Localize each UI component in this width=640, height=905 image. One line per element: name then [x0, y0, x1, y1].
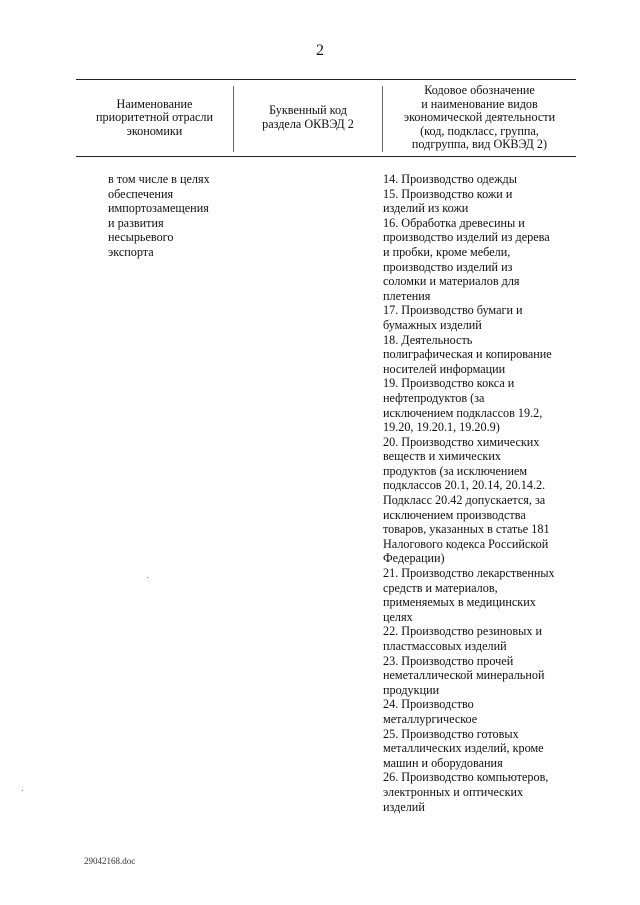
scan-speck [22, 790, 23, 791]
activity-code-line: 22. Производство резиновых и [383, 624, 542, 639]
activity-code-line: производство изделий из [383, 259, 513, 274]
header-letter-code: Буквенный код раздела ОКВЭД 2 [262, 103, 354, 131]
activity-code-line: 15. Производство кожи и [383, 186, 513, 201]
sector-line: экспорта [108, 244, 154, 259]
activity-code-line: 17. Производство бумаги и [383, 303, 523, 318]
activity-code-line: целях [383, 609, 413, 624]
activity-code-line: 26. Производство компьютеров, [383, 770, 549, 785]
activity-code-line: плетения [383, 288, 431, 303]
activity-code-item [383, 727, 583, 771]
activity-code-line: товаров, указанных в статье 181 [383, 522, 550, 537]
sector-line: импортозамещения [108, 201, 209, 216]
activity-code-line: 18. Деятельность [383, 332, 473, 347]
activity-code-line: 20. Производство химических [383, 434, 540, 449]
activity-code-line: 16. Обработка древесины и [383, 215, 525, 230]
header-sector: Наименование приоритетной отрасли экономики [95, 96, 214, 138]
footer-filename: 29042168.doc [84, 856, 136, 866]
activity-code-line: 24. Производство [383, 697, 474, 712]
activity-code-item [383, 303, 583, 332]
activity-code-line: 14. Производство одежды [383, 172, 517, 186]
sector-line: несырьевого [108, 230, 174, 245]
activity-code-line: Подкласс 20.42 допускается, за [383, 493, 546, 508]
activity-code-line: веществ и химических [383, 449, 501, 464]
activity-code-item [383, 770, 583, 814]
activity-code-line: изделий [383, 799, 425, 814]
activity-code-item [383, 624, 583, 653]
activity-code-line: металлических изделий, кроме [383, 741, 544, 756]
activity-code-line: 25. Производство готовых [383, 726, 519, 741]
sector-cell [108, 172, 258, 260]
activity-code-line: полиграфическая и копирование [383, 347, 552, 362]
header-sector-cell [76, 80, 233, 156]
sector-line: в том числе в целях [108, 172, 210, 186]
activity-code-line: Налогового кодекса Российской [383, 536, 549, 551]
sector-line: и развития [108, 215, 164, 230]
activity-code-line: изделий из кожи [383, 201, 469, 216]
activity-code-line: средств и материалов, [383, 580, 498, 595]
scan-speck [147, 577, 148, 578]
activity-code-line: 19.20, 19.20.1, 19.20.9) [383, 420, 500, 435]
activity-code-line: 19. Производство кокса и [383, 376, 515, 391]
activity-code-line: соломки и материалов для [383, 274, 520, 289]
activity-code-line: подклассов 20.1, 20.14, 20.14.2. [383, 478, 546, 493]
activity-code-item [383, 566, 583, 624]
activity-code-line: 21. Производство лекарственных [383, 566, 555, 581]
activity-code-item [383, 172, 583, 187]
activity-code-item [383, 435, 583, 566]
activity-code-line: носителей информации [383, 361, 506, 376]
activity-code-line: электронных и оптических [383, 784, 524, 799]
page-number: 2 [316, 42, 324, 59]
sector-line: обеспечения [108, 186, 174, 201]
activity-code-line: неметаллической минеральной [383, 668, 545, 683]
header-code-name: Кодовое обозначение и наименование видов экономической деятельности (код, подкласс, группа, подгруппа, вид ОКВЭД 2) [403, 83, 556, 152]
header-code-name-cell [383, 80, 576, 156]
activity-code-line: исключением производства [383, 507, 526, 522]
activity-code-item [383, 187, 583, 216]
activity-code-item [383, 654, 583, 698]
activity-code-item [383, 216, 583, 304]
activity-code-line: и пробки, кроме мебели, [383, 244, 511, 259]
activity-code-item [383, 697, 583, 726]
activity-code-line: бумажных изделий [383, 317, 482, 332]
activity-code-line: 23. Производство прочей [383, 653, 514, 668]
activity-code-line: продуктов (за исключением [383, 463, 528, 478]
activity-code-item [383, 376, 583, 434]
activity-code-line: машин и оборудования [383, 755, 503, 770]
activity-code-line: нефтепродуктов (за [383, 390, 485, 405]
activity-code-line: производство изделий из дерева [383, 230, 550, 245]
activity-code-line: металлургическое [383, 711, 478, 726]
activity-code-line: Федерации) [383, 551, 445, 566]
table-header [76, 79, 576, 157]
header-letter-code-cell [233, 80, 383, 156]
activity-code-item [383, 333, 583, 377]
activity-code-line: применяемых в медицинских [383, 595, 536, 610]
activity-codes-list [383, 172, 583, 814]
activity-code-line: пластмассовых изделий [383, 639, 507, 653]
activity-code-line: исключением подклассов 19.2, [383, 405, 543, 420]
activity-code-line: продукции [383, 682, 440, 697]
